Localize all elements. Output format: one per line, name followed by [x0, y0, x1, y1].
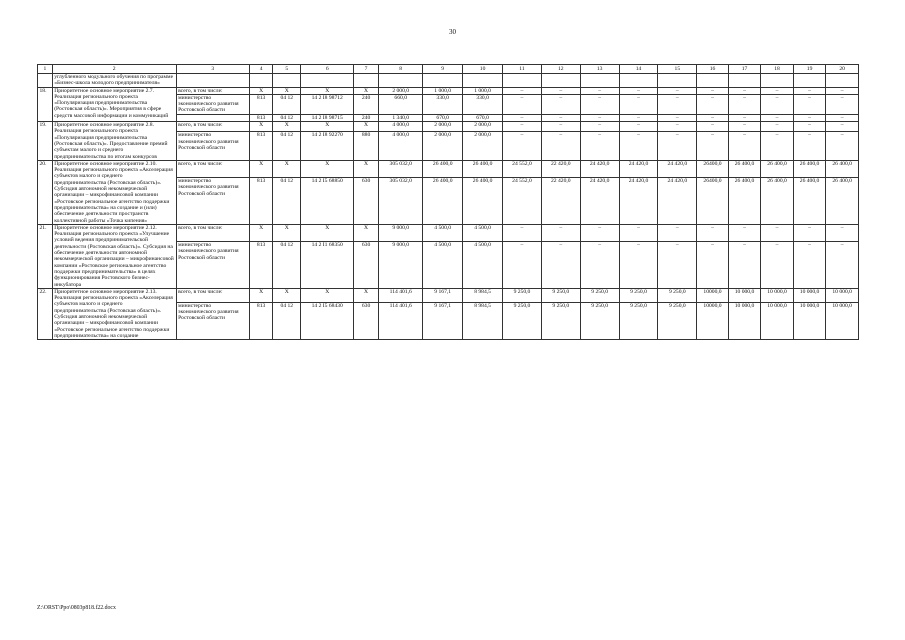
column-number-cell: 1: [38, 65, 53, 74]
amount-cell: –: [619, 94, 658, 114]
grbs-code: X: [250, 288, 273, 302]
amount-cell: –: [697, 114, 728, 121]
amount-cell: –: [619, 132, 658, 160]
amount-cell: –: [826, 224, 859, 241]
amount-cell: –: [728, 132, 761, 160]
amount-cell: 1 340,0: [379, 114, 423, 121]
amount-cell: –: [580, 94, 619, 114]
amount-cell: –: [793, 122, 826, 132]
amount-cell: 26 400,0: [728, 178, 761, 225]
amount-cell: 8 984,5: [463, 288, 503, 302]
amount-cell: –: [541, 87, 580, 94]
amount-cell: 10 000,0: [728, 302, 761, 340]
executor-label: министерство экономического развития Ростовской области: [176, 302, 249, 340]
column-number-row: [38, 65, 859, 74]
executor-label: министерство экономического развития Ростовской области: [176, 132, 249, 160]
amount-cell: –: [793, 132, 826, 160]
amount-cell: 26400,0: [697, 178, 728, 225]
amount-cell: –: [619, 114, 658, 121]
amount-cell: –: [728, 114, 761, 121]
amount-cell: 9 000,0: [379, 241, 423, 288]
row-number: 20.: [38, 160, 53, 224]
column-number-cell: 16: [697, 65, 728, 74]
amount-cell: –: [503, 241, 542, 288]
page-number: 30: [449, 28, 456, 36]
executor-label: [176, 114, 249, 121]
grbs-code: 813: [250, 241, 273, 288]
amount-cell: –: [503, 114, 542, 121]
rzpr-code: X: [273, 87, 301, 94]
amount-cell: –: [761, 114, 794, 121]
amount-cell: –: [503, 122, 542, 132]
amount-cell: 22 420,0: [541, 160, 580, 177]
row-number: 18.: [38, 87, 53, 121]
amount-cell: –: [826, 114, 859, 121]
csr-code: X: [301, 160, 353, 177]
amount-cell: –: [826, 132, 859, 160]
executor-label: министерство экономического развития Ростовской области: [176, 94, 249, 114]
amount-cell: –: [658, 122, 697, 132]
csr-code: X: [301, 224, 353, 241]
amount-cell: –: [793, 241, 826, 288]
table-row: [38, 87, 859, 94]
amount-cell: 10000,0: [697, 302, 728, 340]
amount-cell: –: [541, 114, 580, 121]
rzpr-code: 04 12: [273, 132, 301, 160]
amount-cell: 9 250,0: [541, 302, 580, 340]
amount-cell: 10 000,0: [728, 288, 761, 302]
rzpr-code: X: [273, 288, 301, 302]
rzpr-code: 04 12: [273, 178, 301, 225]
amount-cell: 114 401,6: [379, 288, 423, 302]
amount-cell: –: [658, 132, 697, 160]
amount-cell: 24 420,0: [658, 178, 697, 225]
amount-cell: –: [658, 114, 697, 121]
grbs-code: X: [250, 87, 273, 94]
amount-cell: –: [697, 224, 728, 241]
amount-cell: –: [761, 122, 794, 132]
vr-code: X: [353, 160, 378, 177]
column-number-cell: 4: [250, 65, 273, 74]
amount-cell: 670,0: [423, 114, 463, 121]
vr-code: X: [353, 122, 378, 132]
amount-cell: 10 000,0: [826, 288, 859, 302]
amount-cell: –: [697, 94, 728, 114]
grbs-code: X: [250, 122, 273, 132]
amount-cell: –: [728, 94, 761, 114]
amount-cell: –: [658, 87, 697, 94]
rzpr-code: 04 12: [273, 302, 301, 340]
measure-name: Приоритетное основное мероприятие 2.12. Реализация регионального проекта «Улучшение условий ведения предпринимательской деятельности (Ростовская область)». Субсидия на обеспечение деятельности автономной некоммерческой организации – микрофинансовой компании «Ростовское региональное агентство поддержки предпринимательства» в целях функционирования Ростовского бизнес-инкубатора: [52, 224, 176, 288]
amount-cell: 4 500,0: [423, 241, 463, 288]
amount-cell: 9 250,0: [619, 302, 658, 340]
grbs-code: 813: [250, 114, 273, 121]
amount-cell: –: [503, 224, 542, 241]
amount-cell: 24 552,0: [503, 178, 542, 225]
amount-cell: –: [697, 132, 728, 160]
amount-cell: 26 400,0: [463, 178, 503, 225]
csr-code: 14 2 I5 68850: [301, 178, 353, 225]
amount-cell: 1 000,0: [463, 87, 503, 94]
amount-cell: –: [619, 122, 658, 132]
amount-cell: 26 400,0: [463, 160, 503, 177]
amount-cell: –: [541, 132, 580, 160]
vr-code: 240: [353, 114, 378, 121]
amount-cell: 670,0: [463, 114, 503, 121]
amount-cell: –: [826, 241, 859, 288]
amount-cell: –: [761, 224, 794, 241]
amount-cell: –: [619, 224, 658, 241]
grbs-code: X: [250, 224, 273, 241]
executor-label: министерство экономического развития Ростовской области: [176, 178, 249, 225]
amount-cell: 330,0: [463, 94, 503, 114]
rzpr-code: X: [273, 160, 301, 177]
grbs-code: 813: [250, 178, 273, 225]
amount-cell: –: [728, 241, 761, 288]
amount-cell: 10 000,0: [793, 302, 826, 340]
amount-cell: 10 000,0: [793, 288, 826, 302]
vr-code: X: [353, 288, 378, 302]
amount-cell: 305 032,0: [379, 160, 423, 177]
column-number-cell: 17: [728, 65, 761, 74]
row-number: 22.: [38, 288, 53, 339]
column-number-cell: 8: [379, 65, 423, 74]
amount-cell: –: [826, 87, 859, 94]
total-label: всего, в том числе:: [176, 288, 249, 302]
amount-cell: –: [728, 87, 761, 94]
rzpr-code: 04 12: [273, 94, 301, 114]
column-number-cell: 2: [52, 65, 176, 74]
csr-code: X: [301, 122, 353, 132]
amount-cell: 4 000,0: [379, 132, 423, 160]
total-label: всего, в том числе:: [176, 224, 249, 241]
amount-cell: 24 552,0: [503, 160, 542, 177]
amount-cell: 9 250,0: [658, 302, 697, 340]
amount-cell: –: [658, 241, 697, 288]
amount-cell: –: [580, 241, 619, 288]
amount-cell: 9 167,1: [423, 302, 463, 340]
amount-cell: 4 500,0: [463, 224, 503, 241]
amount-cell: 24 420,0: [619, 160, 658, 177]
csr-code: 14 2 I8 92270: [301, 132, 353, 160]
amount-cell: 2 000,0: [463, 122, 503, 132]
amount-cell: –: [580, 224, 619, 241]
amount-cell: 10000,0: [697, 288, 728, 302]
total-label: всего, в том числе:: [176, 160, 249, 177]
column-number-cell: 13: [580, 65, 619, 74]
amount-cell: –: [541, 94, 580, 114]
continuation-text: углубленного модульного обучения по программе «Бизнес-школа молодого предпринимателя»: [52, 74, 176, 88]
amount-cell: 26400,0: [697, 160, 728, 177]
table-row: [38, 224, 859, 241]
column-number-cell: 12: [541, 65, 580, 74]
csr-code: 14 2 I8 98715: [301, 114, 353, 121]
amount-cell: 330,0: [423, 94, 463, 114]
amount-cell: –: [619, 241, 658, 288]
amount-cell: –: [619, 87, 658, 94]
measure-name: Приоритетное основное мероприятие 2.13. Реализация регионального проекта «Акселерация субъектов малого и среднего предпринимательства (Ростовская область)». Субсидия автономной некоммерческой организации – микрофинансовой компании «Ростовское региональное агентство поддержки предпринимательства» на создание: [52, 288, 176, 339]
column-number-cell: 19: [793, 65, 826, 74]
rzpr-code: X: [273, 224, 301, 241]
amount-cell: 24 420,0: [619, 178, 658, 225]
amount-cell: –: [503, 94, 542, 114]
amount-cell: 1 000,0: [423, 87, 463, 94]
amount-cell: 9 167,1: [423, 288, 463, 302]
column-number-cell: 10: [463, 65, 503, 74]
table-row: [38, 160, 859, 177]
amount-cell: 4 500,0: [423, 224, 463, 241]
amount-cell: 26 400,0: [826, 178, 859, 225]
amount-cell: –: [658, 94, 697, 114]
amount-cell: 114 401,6: [379, 302, 423, 340]
amount-cell: 9 000,0: [379, 224, 423, 241]
amount-cell: 10 000,0: [761, 288, 794, 302]
amount-cell: –: [761, 241, 794, 288]
amount-cell: 2 000,0: [423, 132, 463, 160]
amount-cell: –: [761, 132, 794, 160]
continuation-row: [38, 74, 859, 88]
amount-cell: –: [793, 94, 826, 114]
amount-cell: –: [580, 132, 619, 160]
grbs-code: 813: [250, 94, 273, 114]
amount-cell: –: [580, 114, 619, 121]
amount-cell: 26 400,0: [761, 160, 794, 177]
amount-cell: –: [580, 87, 619, 94]
amount-cell: 26 400,0: [793, 178, 826, 225]
amount-cell: –: [697, 87, 728, 94]
vr-code: 630: [353, 178, 378, 225]
amount-cell: 9 250,0: [541, 288, 580, 302]
amount-cell: –: [826, 94, 859, 114]
amount-cell: 4 000,0: [379, 122, 423, 132]
table-row: [38, 288, 859, 302]
grbs-code: 813: [250, 132, 273, 160]
table-row: [38, 122, 859, 132]
amount-cell: –: [541, 241, 580, 288]
amount-cell: –: [728, 122, 761, 132]
amount-cell: 26 400,0: [423, 160, 463, 177]
amount-cell: 9 250,0: [580, 288, 619, 302]
grbs-code: 813: [250, 302, 273, 340]
column-number-cell: 3: [176, 65, 249, 74]
amount-cell: 305 032,0: [379, 178, 423, 225]
rzpr-code: 04 12: [273, 114, 301, 121]
amount-cell: 26 400,0: [728, 160, 761, 177]
measure-name: Приоритетное основное мероприятие 2.7. Реализация регионального проекта «Популяризация предпринимательства (Ростовская область)». Мероприятия в сфере средств массовой информации и коммуникаций: [52, 87, 176, 121]
measure-name: Приоритетное основное мероприятие 2.10. Реализация регионального проекта «Акселерация субъектов малого и среднего предпринимательства (Ростовская область)». Субсидия автономной некоммерческой организации – микрофинансовой компании «Ростовское региональное агентство поддержки предпринимательства» на создание и (или) обеспечение деятельности пространств коллективной работы «Точка кипения»: [52, 160, 176, 224]
column-number-cell: 14: [619, 65, 658, 74]
amount-cell: 26 400,0: [826, 160, 859, 177]
rzpr-code: X: [273, 122, 301, 132]
amount-cell: –: [793, 224, 826, 241]
amount-cell: 9 250,0: [503, 302, 542, 340]
total-label: всего, в том числе:: [176, 122, 249, 132]
amount-cell: 26 400,0: [793, 160, 826, 177]
column-number-cell: 6: [301, 65, 353, 74]
amount-cell: –: [541, 224, 580, 241]
amount-cell: 10 000,0: [826, 302, 859, 340]
amount-cell: –: [826, 122, 859, 132]
amount-cell: 660,0: [379, 94, 423, 114]
amount-cell: –: [793, 87, 826, 94]
amount-cell: –: [503, 132, 542, 160]
amount-cell: 24 420,0: [658, 160, 697, 177]
amount-cell: 8 984,5: [463, 302, 503, 340]
amount-cell: –: [793, 114, 826, 121]
column-number-cell: 11: [503, 65, 542, 74]
amount-cell: 9 250,0: [619, 288, 658, 302]
amount-cell: –: [541, 122, 580, 132]
csr-code: X: [301, 288, 353, 302]
amount-cell: 26 400,0: [761, 178, 794, 225]
amount-cell: 22 420,0: [541, 178, 580, 225]
column-number-cell: 5: [273, 65, 301, 74]
vr-code: 630: [353, 241, 378, 288]
amount-cell: 9 250,0: [503, 288, 542, 302]
amount-cell: –: [697, 241, 728, 288]
rzpr-code: 04 12: [273, 241, 301, 288]
amount-cell: 4 500,0: [463, 241, 503, 288]
file-path-footer: Z:\ORST\Ppo\0803p818.f22.docx: [37, 605, 116, 611]
column-number-cell: 15: [658, 65, 697, 74]
row-number: 19.: [38, 122, 53, 161]
amount-cell: 2 000,0: [379, 87, 423, 94]
csr-code: 14 2 I8 98712: [301, 94, 353, 114]
column-number-cell: 7: [353, 65, 378, 74]
csr-code: 14 2 I1 68350: [301, 241, 353, 288]
column-number-cell: 18: [761, 65, 794, 74]
vr-code: 240: [353, 94, 378, 114]
amount-cell: 24 420,0: [580, 160, 619, 177]
amount-cell: –: [580, 122, 619, 132]
program-finance-table: [37, 64, 859, 340]
csr-code: X: [301, 87, 353, 94]
amount-cell: –: [503, 87, 542, 94]
amount-cell: –: [761, 94, 794, 114]
vr-code: 880: [353, 132, 378, 160]
total-label: всего, в том числе:: [176, 87, 249, 94]
vr-code: X: [353, 87, 378, 94]
executor-label: министерство экономического развития Ростовской области: [176, 241, 249, 288]
grbs-code: X: [250, 160, 273, 177]
amount-cell: 9 250,0: [580, 302, 619, 340]
amount-cell: –: [728, 224, 761, 241]
column-number-cell: 20: [826, 65, 859, 74]
amount-cell: 24 420,0: [580, 178, 619, 225]
vr-code: X: [353, 224, 378, 241]
amount-cell: 2 000,0: [423, 122, 463, 132]
amount-cell: 10 000,0: [761, 302, 794, 340]
amount-cell: –: [697, 122, 728, 132]
column-number-cell: 9: [423, 65, 463, 74]
amount-cell: 2 000,0: [463, 132, 503, 160]
measure-name: Приоритетное основное мероприятие 2.8. Реализация регионального проекта «Популяризация предпринимательства (Ростовская область)». Предоставление премий субъектам малого и среднего предпринимательства по итогам конкурсов: [52, 122, 176, 161]
vr-code: 630: [353, 302, 378, 340]
amount-cell: –: [658, 224, 697, 241]
csr-code: 14 2 I5 68430: [301, 302, 353, 340]
amount-cell: –: [761, 87, 794, 94]
row-number: 21.: [38, 224, 53, 288]
amount-cell: 26 400,0: [423, 178, 463, 225]
amount-cell: 9 250,0: [658, 288, 697, 302]
